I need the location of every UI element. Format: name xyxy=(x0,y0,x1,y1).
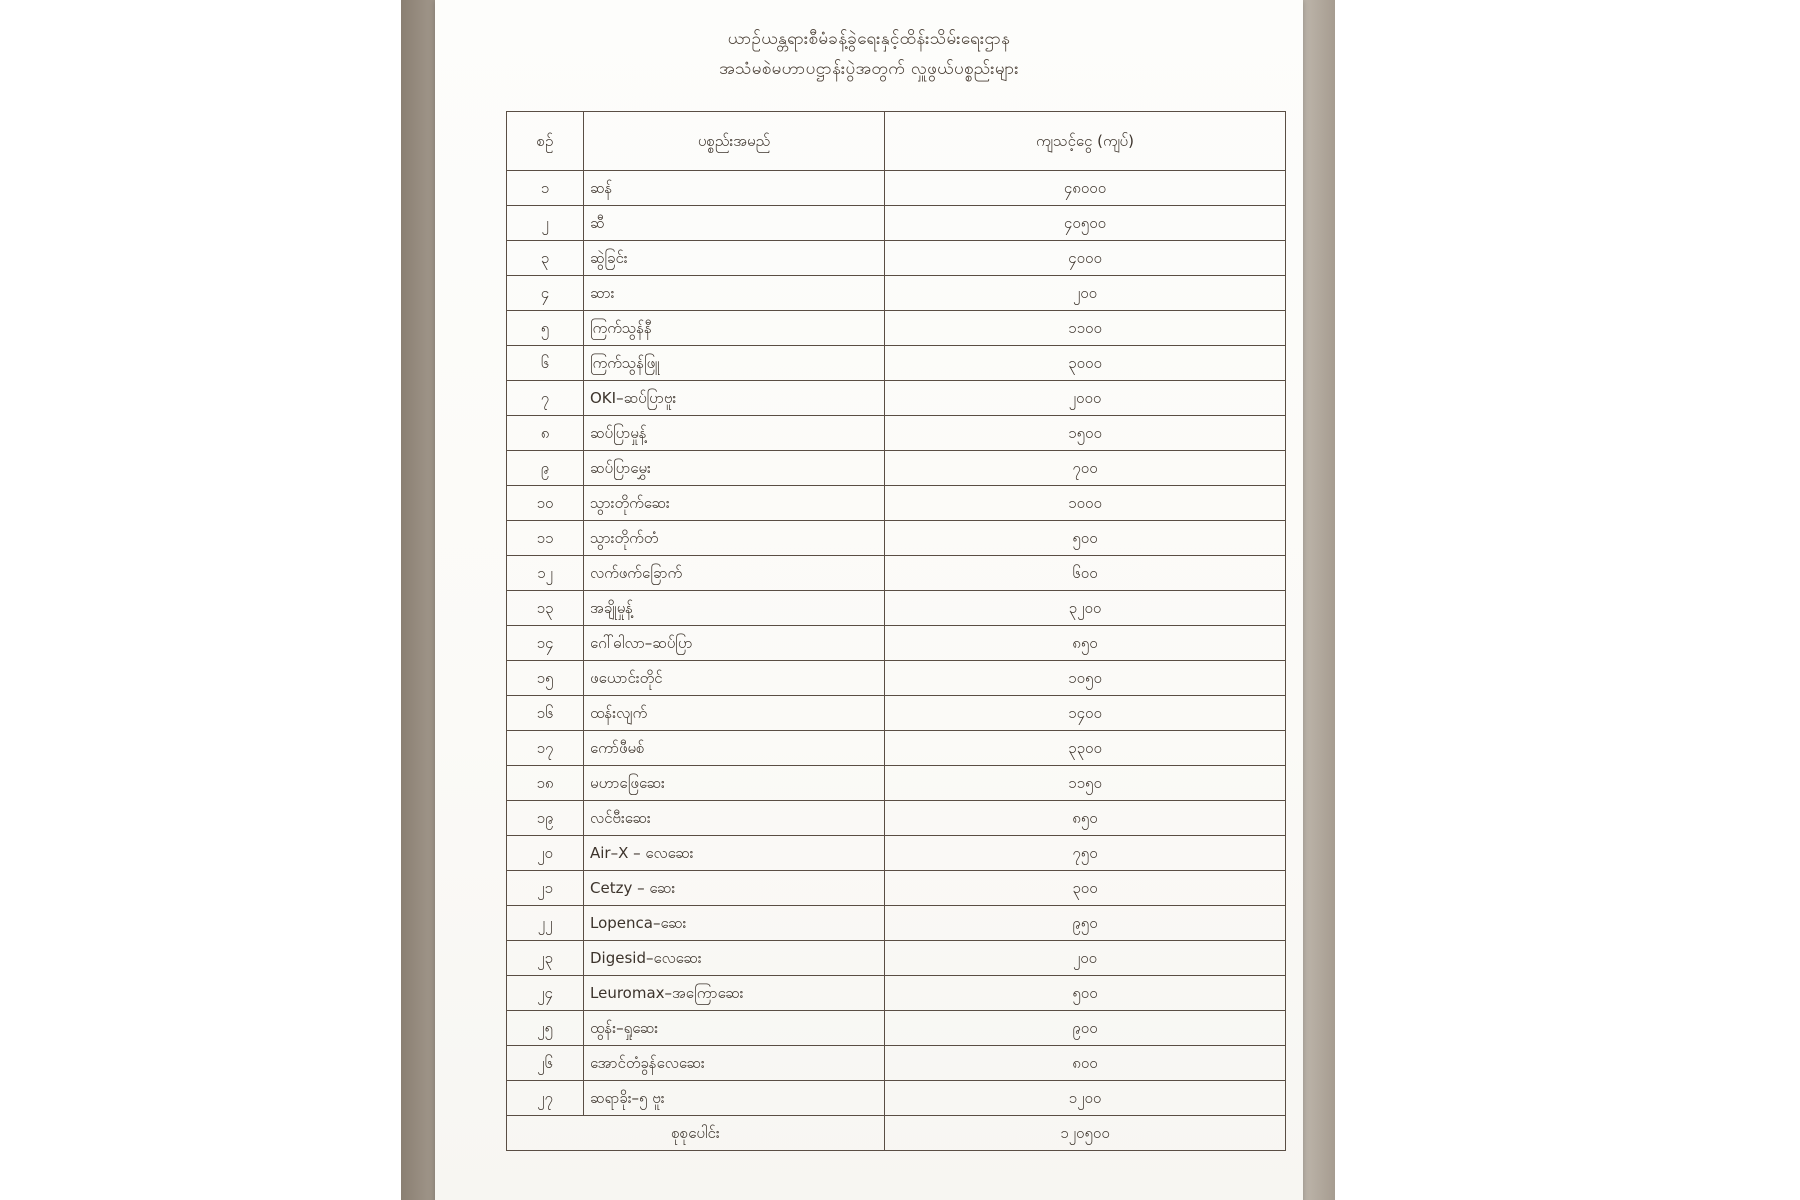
row-number: ၂၆ xyxy=(507,1046,584,1081)
table-row xyxy=(507,731,1286,766)
table-row xyxy=(507,171,1286,206)
table-header-row xyxy=(507,112,1286,171)
row-number: ၁ xyxy=(507,171,584,206)
row-number: ၁၉ xyxy=(507,801,584,836)
table-row xyxy=(507,661,1286,696)
row-item-name: လင်ဗီးဆေး xyxy=(584,801,885,836)
row-number: ၂၇ xyxy=(507,1081,584,1116)
row-price: ၃၃၀၀ xyxy=(885,731,1286,766)
table-row xyxy=(507,381,1286,416)
row-price: ၁၁၀၀ xyxy=(885,311,1286,346)
row-number: ၁၄ xyxy=(507,626,584,661)
row-item-name: ဆန် xyxy=(584,171,885,206)
table-row xyxy=(507,626,1286,661)
row-item-name: ဆွဲခြင်း xyxy=(584,241,885,276)
row-item-name: Leuromax–အကြောဆေး xyxy=(584,976,885,1011)
row-number: ၁၇ xyxy=(507,731,584,766)
row-number: ၂၃ xyxy=(507,941,584,976)
donation-items-table xyxy=(506,111,1286,1151)
row-item-name: ဆား xyxy=(584,276,885,311)
table-row xyxy=(507,1046,1286,1081)
row-number: ၂ xyxy=(507,206,584,241)
row-price: ၃၀၀ xyxy=(885,871,1286,906)
row-number: ၂၀ xyxy=(507,836,584,871)
row-number: ၅ xyxy=(507,311,584,346)
table-row xyxy=(507,311,1286,346)
total-value: ၁၂၀၅၀၀ xyxy=(885,1116,1286,1151)
row-item-name: အချိုမှုန့် xyxy=(584,591,885,626)
row-number: ၁၈ xyxy=(507,766,584,801)
row-number: ၁၃ xyxy=(507,591,584,626)
row-number: ၂၅ xyxy=(507,1011,584,1046)
row-item-name: Air–X – လေဆေး xyxy=(584,836,885,871)
document-title-line-2: အသံမစဲမဟာပဋ္ဌာန်းပွဲအတွက် လှူဖွယ်ပစ္စည်းများ xyxy=(719,59,1019,79)
table-row xyxy=(507,696,1286,731)
row-item-name: ကော်ဖီမစ် xyxy=(584,731,885,766)
row-price: ၁၄၀၀ xyxy=(885,696,1286,731)
row-price: ၈၀၀ xyxy=(885,1046,1286,1081)
row-price: ၅၀၀ xyxy=(885,976,1286,1011)
paper-sheet xyxy=(435,0,1303,1200)
row-price: ၉၅၀ xyxy=(885,906,1286,941)
table-row xyxy=(507,976,1286,1011)
row-price: ၅၀၀ xyxy=(885,521,1286,556)
row-item-name: ထွန်း–ရှုဆေး xyxy=(584,1011,885,1046)
row-item-name: မဟာဖြေဆေး xyxy=(584,766,885,801)
row-item-name: Cetzy – ဆေး xyxy=(584,871,885,906)
row-price: ၂၀၀ xyxy=(885,276,1286,311)
row-item-name: Digesid–လေဆေး xyxy=(584,941,885,976)
row-number: ၂၄ xyxy=(507,976,584,1011)
row-item-name: Lopenca–ဆေး xyxy=(584,906,885,941)
row-price: ၄၀၅၀၀ xyxy=(885,206,1286,241)
document-title-line-1: ယာဉ်ယန္တရားစီမံခန့်ခွဲရေးနှင့်ထိန်းသိမ်းရေးဌာန xyxy=(727,29,1011,49)
table-row xyxy=(507,941,1286,976)
table-row xyxy=(507,521,1286,556)
row-price: ၁၅၀၀ xyxy=(885,416,1286,451)
row-price: ၄၀၀၀ xyxy=(885,241,1286,276)
row-number: ၂၁ xyxy=(507,871,584,906)
table-row xyxy=(507,241,1286,276)
row-price: ၁၀၀၀ xyxy=(885,486,1286,521)
row-price: ၉၀၀ xyxy=(885,1011,1286,1046)
row-price: ၂၀၀၀ xyxy=(885,381,1286,416)
row-item-name: ဆပ်ပြာမှုန့် xyxy=(584,416,885,451)
row-number: ၂၂ xyxy=(507,906,584,941)
row-number: ၁၅ xyxy=(507,661,584,696)
row-price: ၃၀၀၀ xyxy=(885,346,1286,381)
row-number: ၁၁ xyxy=(507,521,584,556)
header-number: စဉ် xyxy=(507,112,584,171)
table-row xyxy=(507,556,1286,591)
row-number: ၃ xyxy=(507,241,584,276)
table-row xyxy=(507,766,1286,801)
row-price: ၄၈၀၀၀ xyxy=(885,171,1286,206)
table-row xyxy=(507,346,1286,381)
row-number: ၇ xyxy=(507,381,584,416)
row-item-name: ကြက်သွန်နီ xyxy=(584,311,885,346)
table-row xyxy=(507,871,1286,906)
row-item-name: ဆပ်ပြာမွှေး xyxy=(584,451,885,486)
row-item-name: သွားတိုက်တံ xyxy=(584,521,885,556)
row-number: ၄ xyxy=(507,276,584,311)
row-number: ၁၂ xyxy=(507,556,584,591)
row-item-name: လက်ဖက်ခြောက် xyxy=(584,556,885,591)
row-item-name: ဖယောင်းတိုင် xyxy=(584,661,885,696)
row-price: ၂၀၀ xyxy=(885,941,1286,976)
table-row xyxy=(507,206,1286,241)
photo-of-document xyxy=(401,0,1335,1200)
table-row xyxy=(507,486,1286,521)
row-number: ၉ xyxy=(507,451,584,486)
row-price: ၈၅၀ xyxy=(885,801,1286,836)
table-row xyxy=(507,801,1286,836)
row-price: ၁၀၅၀ xyxy=(885,661,1286,696)
header-price: ကျသင့်ငွေ (ကျပ်) xyxy=(885,112,1286,171)
row-item-name: OKI–ဆပ်ပြာဗူး xyxy=(584,381,885,416)
row-item-name: ဆီ xyxy=(584,206,885,241)
row-item-name: ဂေါ်ဓါလာ–ဆပ်ပြာ xyxy=(584,626,885,661)
row-price: ၇၀၀ xyxy=(885,451,1286,486)
table-row xyxy=(507,1081,1286,1116)
table-body xyxy=(507,171,1286,1116)
row-number: ၁၀ xyxy=(507,486,584,521)
table-row xyxy=(507,591,1286,626)
table-row xyxy=(507,906,1286,941)
total-label: စုစုပေါင်း xyxy=(507,1116,885,1151)
total-row xyxy=(507,1116,1286,1151)
table-row xyxy=(507,1011,1286,1046)
row-number: ၁၆ xyxy=(507,696,584,731)
table-row xyxy=(507,416,1286,451)
row-item-name: အောင်တံခွန်လေဆေး xyxy=(584,1046,885,1081)
row-item-name: သွားတိုက်ဆေး xyxy=(584,486,885,521)
row-item-name: ထန်းလျက် xyxy=(584,696,885,731)
header-item-name: ပစ္စည်းအမည် xyxy=(584,112,885,171)
table-row xyxy=(507,451,1286,486)
row-price: ၁၂၀၀ xyxy=(885,1081,1286,1116)
row-item-name: ဆရာခိုး–၅ ဗူး xyxy=(584,1081,885,1116)
row-number: ၆ xyxy=(507,346,584,381)
row-price: ၇၅၀ xyxy=(885,836,1286,871)
row-price: ၈၅၀ xyxy=(885,626,1286,661)
table-row xyxy=(507,836,1286,871)
table-row xyxy=(507,276,1286,311)
row-price: ၃၂၀၀ xyxy=(885,591,1286,626)
row-item-name: ကြက်သွန်ဖြူ xyxy=(584,346,885,381)
row-price: ၁၁၅၀ xyxy=(885,766,1286,801)
row-number: ၈ xyxy=(507,416,584,451)
row-price: ၆၀၀ xyxy=(885,556,1286,591)
